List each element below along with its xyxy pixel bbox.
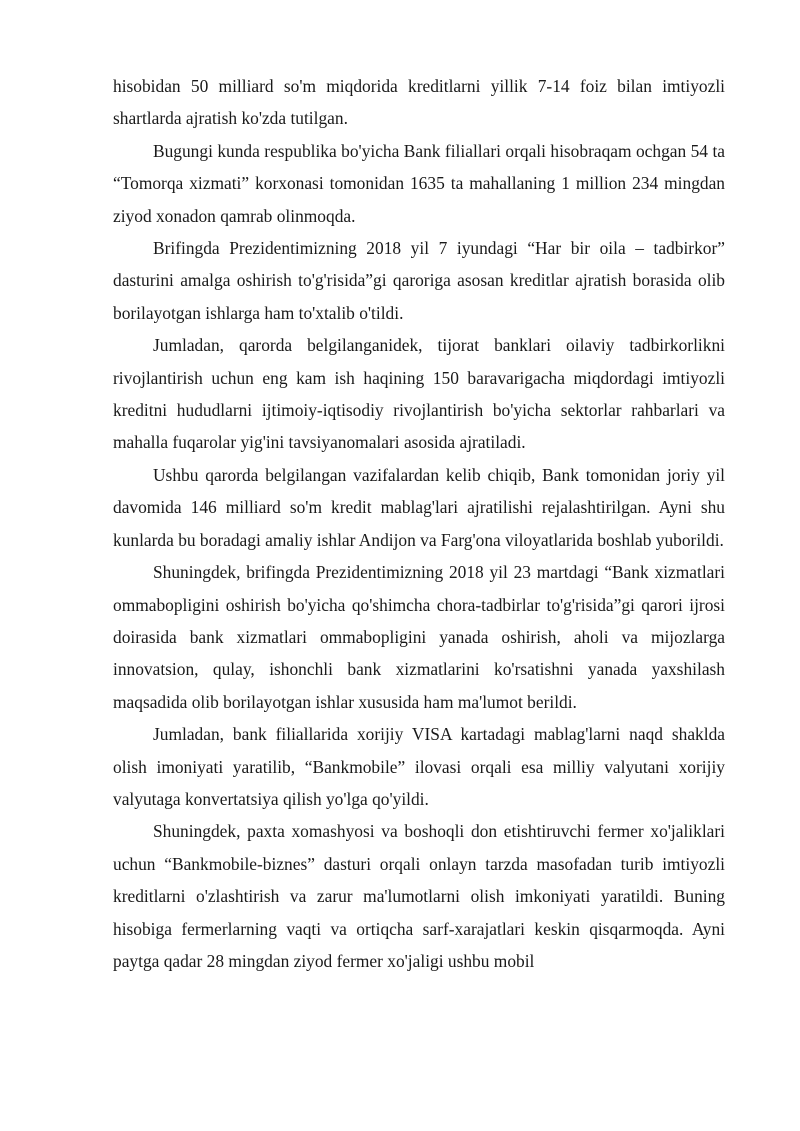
paragraph: Jumladan, bank filiallarida xorijiy VISA kartadagi mablag'larni naqd shaklda olish imoniyati yaratilib, “Bankmobile” ilovasi orqali esa milliy valyutani xorijiy valyutaga konvertatsiya qilish yo'lga qo'yildi. xyxy=(113,724,725,809)
paragraph: Shuningdek, paxta xomashyosi va boshoqli don etishtiruvchi fermer xo'jaliklari uchun “Bankmobile-biznes” dasturi orqali onlayn tarzda masofadan turib imtiyozli kreditlarni o'zlashtirish va zarur ma'lumotlarni olish imkoniyati yaratildi. Buning hisobiga fermerlarning vaqti va ortiqcha sarf-xarajatlari keskin qisqarmoqda. Ayni paytga qadar 28 mingdan ziyod fermer xo'jaligi ushbu mobil xyxy=(113,821,725,971)
paragraph: Jumladan, qarorda belgilanganidek, tijorat banklari oilaviy tadbirkorlikni rivojlantirish uchun eng kam ish haqining 150 baravarigacha miqdordagi imtiyozli kreditni hududlarni ijtimoiy-iqtisodiy rivojlantirish bo'yicha sektorlar rahbarlari va mahalla fuqarolar yig'ini tavsiyanomalari asosida ajratiladi. xyxy=(113,335,725,453)
paragraph-continued: hisobidan 50 milliard so'm miqdorida kreditlarni yillik 7-14 foiz bilan imtiyozli shartlarda ajratish ko'zda tutilgan. xyxy=(113,76,725,129)
paragraph: Bugungi kunda respublika bo'yicha Bank filiallari orqali hisobraqam ochgan 54 ta “Tomorqa xizmati” korxonasi tomonidan 1635 ta mahallaning 1 million 234 mingdan ziyod xonadon qamrab olinmoqda. xyxy=(113,140,725,226)
document-body xyxy=(113,70,725,977)
paragraph: Ushbu qarorda belgilangan vazifalardan kelib chiqib, Bank tomonidan joriy yil davomida 146 milliard so'm kredit mablag'lari ajratilishi rejalashtirilgan. Ayni shu kunlarda bu boradagi amaliy ishlar Andijon va Farg'ona viloyatlarida boshlab yuborildi. xyxy=(113,464,725,550)
paragraph: Shuningdek, brifingda Prezidentimizning 2018 yil 23 martdagi “Bank xizmatlari ommabopligini oshirish bo'yicha qo'shimcha chora-tadbirlar to'g'risida”gi qarori ijrosi doirasida bank xizmatlari ommabopligini yanada oshirish, aholi va mijozlarga innovatsion, qulay, ishonchli bank xizmatlarini ko'rsatishni yanada yaxshilash maqsadida olib borilayotgan ishlar xususida ham ma'lumot berildi. xyxy=(113,562,725,712)
paragraph: Brifingda Prezidentimizning 2018 yil 7 iyundagi “Har bir oila – tadbirkor” dasturini amalga oshirish to'g'risida”gi qaroriga asosan kreditlar ajratish borasida olib borilayotgan ishlarga ham to'xtalib o'tildi. xyxy=(113,238,725,323)
